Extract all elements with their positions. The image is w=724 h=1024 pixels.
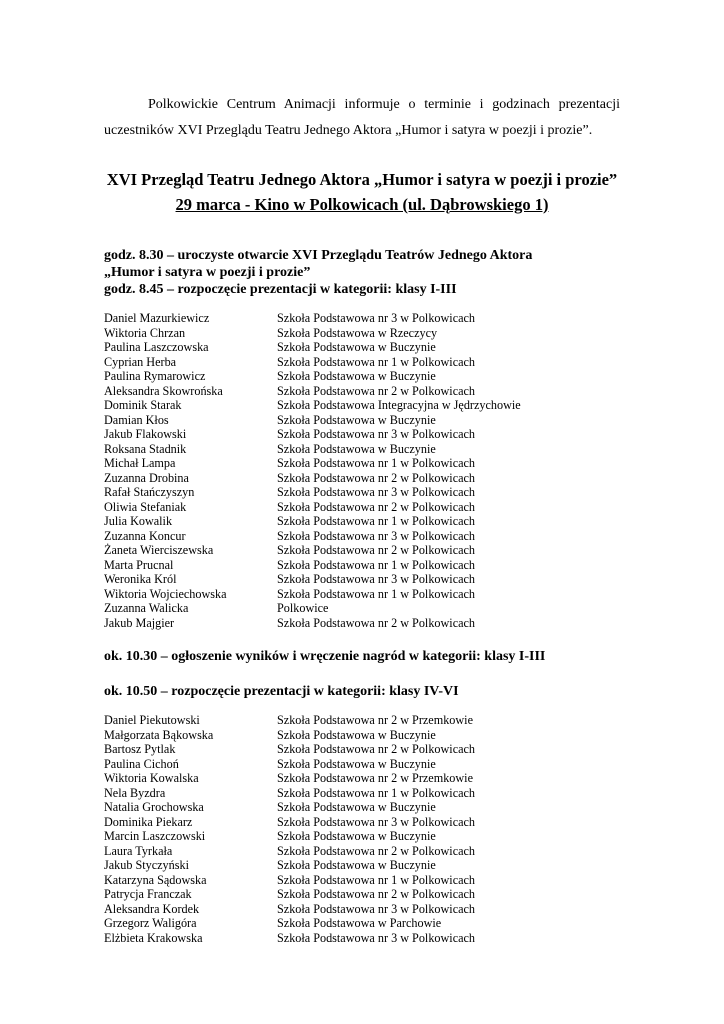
- participant-name: Dominika Piekarz: [104, 814, 193, 829]
- participant-name: Bartosz Pytlak: [104, 742, 176, 756]
- participant-row: [104, 873, 624, 888]
- participant-name: Paulina Rymarowicz: [104, 369, 206, 383]
- participant-school: Szkoła Podstawowa nr 1 w Polkowicach: [277, 514, 476, 528]
- participant-row: [104, 413, 624, 428]
- participant-name: Laura Tyrkała: [104, 843, 173, 858]
- participant-school: Szkoła Podstawowa nr 3 w Polkowicach: [277, 311, 476, 325]
- participant-school: Szkoła Podstawowa nr 2 w Polkowicach: [277, 543, 476, 557]
- participant-row: [104, 601, 624, 616]
- participant-row: [104, 815, 624, 830]
- participant-school: Szkoła Podstawowa w Rzeczycy: [277, 325, 438, 340]
- participant-name: Dominik Starak: [104, 398, 182, 412]
- participant-name: Zuzanna Walicka: [104, 601, 189, 615]
- participant-row: [104, 485, 624, 500]
- participant-name: Paulina Laszczowska: [104, 340, 209, 354]
- participant-name: Marcin Laszczowski: [104, 829, 206, 843]
- document-subtitle: 29 marca - Kino w Polkowicach (ul. Dąbrowskiego 1): [175, 195, 549, 214]
- participant-school: Szkoła Podstawowa nr 2 w Polkowicach: [277, 887, 476, 901]
- participant-school: Szkoła Podstawowa nr 2 w Polkowicach: [277, 615, 476, 630]
- participant-name: Aleksandra Kordek: [104, 901, 200, 916]
- participant-school: Szkoła Podstawowa w Buczynie: [277, 829, 436, 843]
- participant-name: Żaneta Wierciszewska: [104, 543, 214, 557]
- participant-school: Szkoła Podstawowa nr 2 w Polkowicach: [277, 499, 476, 514]
- participant-school: Szkoła Podstawowa w Buczynie: [277, 858, 436, 872]
- participant-name: Daniel Mazurkiewicz: [104, 311, 210, 325]
- schedule-start-classes-1-3: godz. 8.45 – rozpoczęcie prezentacji w kategorii: klasy I-III: [104, 282, 457, 297]
- participant-school: Szkoła Podstawowa nr 2 w Polkowicach: [277, 470, 476, 485]
- participants-list-classes-1-3: [104, 311, 624, 630]
- participant-row: [104, 456, 624, 471]
- intro-line-1: Polkowickie Centrum Animacji informuje o terminie i godzinach prezentacji: [148, 97, 620, 112]
- participant-row: [104, 529, 624, 544]
- participant-name: Weronika Król: [104, 572, 177, 586]
- participant-row: [104, 340, 624, 355]
- participant-row: [104, 916, 624, 931]
- participant-school: Szkoła Podstawowa nr 2 w Polkowicach: [277, 383, 476, 398]
- participant-name: Jakub Majgier: [104, 615, 175, 630]
- participant-row: [104, 887, 624, 902]
- participant-row: [104, 558, 624, 573]
- participant-row: [104, 800, 624, 815]
- participant-school: Szkoła Podstawowa w Buczynie: [277, 340, 436, 354]
- participant-row: [104, 902, 624, 917]
- participant-school: Szkoła Podstawowa nr 2 w Przemkowie: [277, 713, 473, 727]
- participant-name: Aleksandra Skowrońska: [104, 383, 223, 398]
- participant-name: Jakub Flakowski: [104, 427, 187, 441]
- intro-paragraph: [104, 92, 620, 144]
- participant-row: [104, 786, 624, 801]
- participant-row: [104, 471, 624, 486]
- participant-row: [104, 543, 624, 558]
- participant-school: Szkoła Podstawowa nr 1 w Polkowicach: [277, 586, 476, 601]
- participant-name: Jakub Styczyński: [104, 858, 189, 872]
- participant-school: Szkoła Podstawowa nr 3 w Polkowicach: [277, 901, 476, 916]
- participant-name: Cyprian Herba: [104, 354, 177, 369]
- participant-row: [104, 757, 624, 772]
- participant-row: [104, 384, 624, 399]
- participant-row: [104, 858, 624, 873]
- participant-school: Szkoła Podstawowa w Buczynie: [277, 369, 436, 383]
- participant-name: Grzegorz Waligóra: [104, 916, 197, 930]
- participant-name: Rafał Stańczyszyn: [104, 485, 195, 499]
- participant-name: Wiktoria Wojciechowska: [104, 586, 227, 601]
- participant-row: [104, 931, 624, 946]
- participant-name: Natalia Grochowska: [104, 800, 204, 814]
- participant-row: [104, 326, 624, 341]
- participant-row: [104, 355, 624, 370]
- intro-line-2: uczestników XVI Przeglądu Teatru Jednego Aktora „Humor i satyra w poezji i prozie”.: [104, 123, 593, 138]
- participants-list-classes-4-6: [104, 713, 624, 945]
- participant-name: Damian Kłos: [104, 412, 169, 427]
- participant-name: Marta Prucnal: [104, 557, 174, 572]
- participant-row: [104, 829, 624, 844]
- participant-school: Szkoła Podstawowa w Buczynie: [277, 800, 436, 814]
- participant-school: Szkoła Podstawowa w Buczynie: [277, 412, 436, 427]
- participant-school: Szkoła Podstawowa nr 2 w Polkowicach: [277, 843, 476, 858]
- participant-row: [104, 442, 624, 457]
- participant-school: Szkoła Podstawowa nr 3 w Polkowicach: [277, 572, 476, 586]
- participant-school: Szkoła Podstawowa nr 1 w Polkowicach: [277, 456, 476, 470]
- participant-school: Szkoła Podstawowa nr 3 w Polkowicach: [277, 528, 476, 543]
- participant-school: Szkoła Podstawowa Integracyjna w Jędrzychowie: [277, 398, 521, 412]
- participant-school: Szkoła Podstawowa nr 1 w Polkowicach: [277, 872, 476, 887]
- participant-name: Roksana Stadnik: [104, 441, 187, 456]
- participant-school: Szkoła Podstawowa nr 2 w Polkowicach: [277, 742, 476, 756]
- participant-name: Wiktoria Kowalska: [104, 771, 199, 785]
- participant-name: Michał Lampa: [104, 456, 176, 470]
- participant-school: Szkoła Podstawowa nr 3 w Polkowicach: [277, 485, 476, 499]
- participant-row: [104, 771, 624, 786]
- participant-row: [104, 514, 624, 529]
- participant-row: [104, 572, 624, 587]
- participant-row: [104, 728, 624, 743]
- participant-row: [104, 398, 624, 413]
- participant-name: Daniel Piekutowski: [104, 713, 200, 727]
- document-title: XVI Przegląd Teatru Jednego Aktora „Humor i satyra w poezji i prozie”: [106, 170, 618, 189]
- participant-school: Szkoła Podstawowa nr 3 w Polkowicach: [277, 930, 476, 945]
- participant-name: Paulina Cichoń: [104, 756, 179, 771]
- participant-school: Szkoła Podstawowa w Buczynie: [277, 441, 436, 456]
- participant-row: [104, 844, 624, 859]
- participant-name: Julia Kowalik: [104, 514, 173, 528]
- participant-name: Wiktoria Chrzan: [104, 325, 186, 340]
- participant-name: Oliwia Stefaniak: [104, 499, 187, 514]
- participant-row: [104, 616, 624, 631]
- schedule-opening-line-1: godz. 8.30 – uroczyste otwarcie XVI Przeglądu Teatrów Jednego Aktora: [104, 248, 533, 263]
- participant-name: Elżbieta Krakowska: [104, 930, 203, 945]
- participant-school: Szkoła Podstawowa nr 1 w Polkowicach: [277, 557, 476, 572]
- participant-name: Patrycja Franczak: [104, 887, 192, 901]
- schedule-results-classes-1-3: ok. 10.30 – ogłoszenie wyników i wręczenie nagród w kategorii: klasy I-III: [104, 649, 546, 664]
- participant-row: [104, 369, 624, 384]
- participant-row: [104, 587, 624, 602]
- schedule-opening-line-2: „Humor i satyra w poezji i prozie”: [104, 265, 311, 280]
- participant-school: Szkoła Podstawowa nr 3 w Polkowicach: [277, 814, 476, 829]
- schedule-start-classes-4-6: ok. 10.50 – rozpoczęcie prezentacji w kategorii: klasy IV-VI: [104, 684, 459, 699]
- participant-school: Szkoła Podstawowa nr 3 w Polkowicach: [277, 427, 476, 441]
- participant-name: Zuzanna Drobina: [104, 470, 189, 485]
- participant-row: [104, 713, 624, 728]
- participant-school: Szkoła Podstawowa nr 1 w Polkowicach: [277, 354, 476, 369]
- participant-school: Polkowice: [277, 601, 329, 615]
- participant-name: Katarzyna Sądowska: [104, 872, 207, 887]
- participant-row: [104, 500, 624, 515]
- participant-school: Szkoła Podstawowa nr 1 w Polkowicach: [277, 785, 476, 800]
- participant-row: [104, 742, 624, 757]
- participant-school: Szkoła Podstawowa w Buczynie: [277, 756, 436, 771]
- participant-school: Szkoła Podstawowa nr 2 w Przemkowie: [277, 771, 473, 785]
- participant-school: Szkoła Podstawowa w Buczynie: [277, 727, 436, 742]
- participant-name: Zuzanna Koncur: [104, 528, 186, 543]
- participant-name: Nela Byzdra: [104, 785, 166, 800]
- participant-name: Małgorzata Bąkowska: [104, 727, 214, 742]
- participant-row: [104, 311, 624, 326]
- participant-row: [104, 427, 624, 442]
- participant-school: Szkoła Podstawowa w Parchowie: [277, 916, 442, 930]
